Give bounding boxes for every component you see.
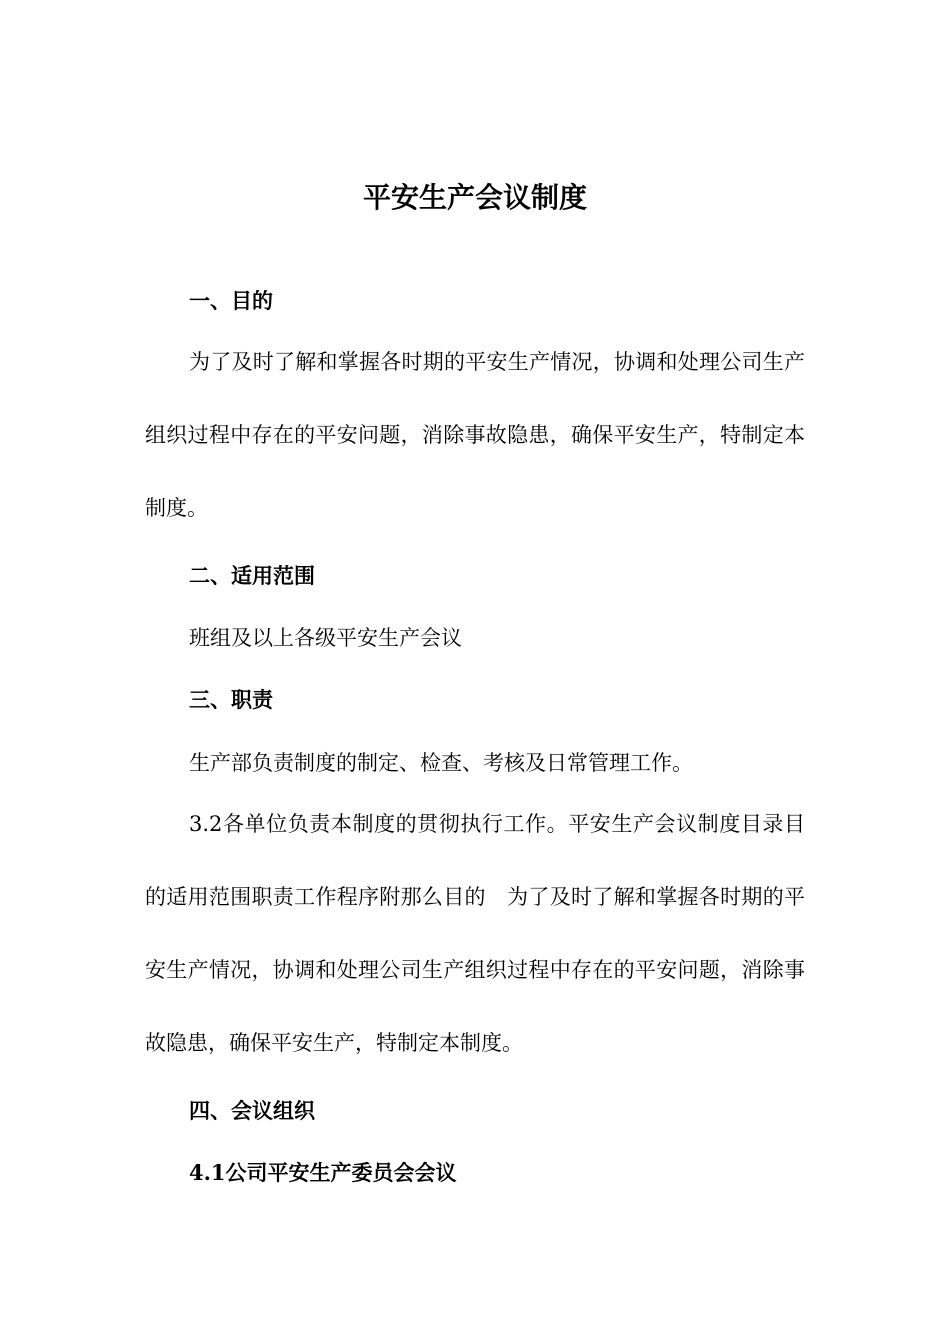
scope-paragraph: 班组及以上各级平安生产会议 [189,626,462,650]
duty-paragraph-1: 生产部负责制度的制定、检查、考核及日常管理工作。 [189,751,693,775]
page-title: 平安生产会议制度 [362,181,587,214]
section-heading-scope: 二、适用范围 [189,563,315,588]
section-heading-purpose: 一、目的 [189,288,273,313]
duty-paragraph-2: 3.2各单位负责本制度的贯彻执行工作。平安生产会议制度目录目的适用范围职责工作程序附那么目的 为了及时了解和掌握各时期的平安生产情况，协调和处理公司生产组织过程中存在的平安问题，消除事故隐患，确保平安生产，特制定本制度。 [145,812,805,1055]
section-heading-duties: 三、职责 [189,687,273,712]
purpose-paragraph: 为了及时了解和掌握各时期的平安生产情况，协调和处理公司生产组织过程中存在的平安问题，消除事故隐患，确保平安生产，特制定本制度。 [145,350,805,520]
subsection-heading-4-1: 4.1公司平安生产委员会会议 [189,1160,457,1185]
section-heading-meeting-organization: 四、会议组织 [189,1098,315,1123]
